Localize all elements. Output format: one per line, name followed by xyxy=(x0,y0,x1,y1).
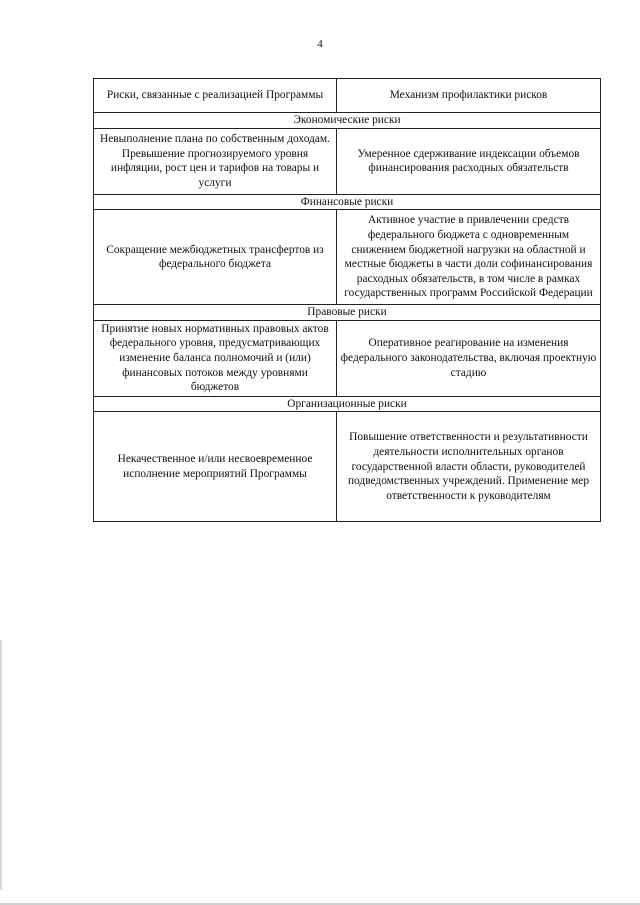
table-header-row xyxy=(94,79,601,113)
table-row xyxy=(94,210,601,305)
page-number: 4 xyxy=(317,38,323,50)
risk-cell: Принятие новых нормативных правовых актов федерального уровня, предусматривающих изменение баланса полномочий и (или) финансовых потоков между уровнями бюджетов xyxy=(94,320,337,396)
table-row xyxy=(94,128,601,194)
section-title-organizational: Организационные риски xyxy=(94,396,601,412)
section-title-financial: Финансовые риски xyxy=(94,194,601,210)
risk-cell: Невыполнение плана по собственным доходам. Превышение прогнозируемого уровня инфляции, рост цен и тарифов на товары и услуги xyxy=(94,128,337,194)
header-risks: Риски, связанные с реализацией Программы xyxy=(94,79,337,113)
table-row xyxy=(94,412,601,522)
risk-table xyxy=(93,78,601,522)
table-row xyxy=(94,320,601,396)
section-row xyxy=(94,305,601,321)
mechanism-cell: Оперативное реагирование на изменения федерального законодательства, включая проектную стадию xyxy=(337,320,601,396)
risk-cell: Некачественное и/или несвоевременное исполнение мероприятий Программы xyxy=(94,412,337,522)
mechanism-cell: Повышение ответственности и результативности деятельности исполнительных органов государственной власти области, руководителей подведомственных учреждений. Применение мер ответственности к руководителям xyxy=(337,412,601,522)
risk-cell: Сокращение межбюджетных трансфертов из федерального бюджета xyxy=(94,210,337,305)
mechanism-cell: Умеренное сдерживание индексации объемов финансирования расходных обязательств xyxy=(337,128,601,194)
mechanism-cell: Активное участие в привлечении средств федерального бюджета с одновременным снижением бюджетной нагрузки на областной и местные бюджеты в части доли софинансирования расходных обязательств, в том числе в рамках государственных программ Российской Федерации xyxy=(337,210,601,305)
section-title-legal: Правовые риски xyxy=(94,305,601,321)
section-row xyxy=(94,396,601,412)
section-row xyxy=(94,194,601,210)
section-row xyxy=(94,113,601,129)
section-title-economic: Экономические риски xyxy=(94,113,601,129)
header-mechanism: Механизм профилактики рисков xyxy=(337,79,601,113)
scan-edge-artifact xyxy=(0,640,2,890)
